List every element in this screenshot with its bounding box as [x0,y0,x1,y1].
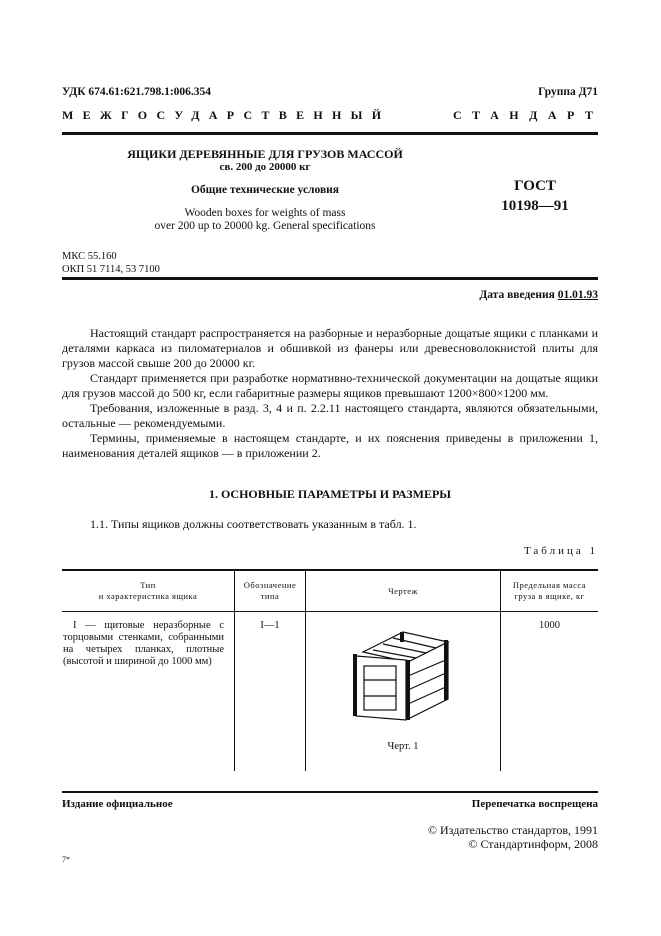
wooden-box-drawing [348,624,458,724]
header-designation: Обозначение типа [235,570,306,612]
cell-designation: I—1 [235,612,306,772]
header-rule [62,132,598,135]
cell-drawing [306,612,501,772]
title-line-1: ЯЩИКИ ДЕРЕВЯННЫЕ ДЛЯ ГРУЗОВ МАССОЙ [127,147,403,161]
title-line-2: св. 200 до 20000 кг [219,161,311,173]
page-mark: 7* [62,855,70,864]
gost-label: ГОСТ [514,178,556,194]
header-max-mass: Предельная масса груза в ящике, кг [501,570,599,612]
copyright-line-1: © Издательство стандартов, 1991 [427,823,598,837]
gost-number: 10198—91 [501,198,569,214]
date-label: Дата введения [479,289,555,301]
mks-code: МКС 55.160 [62,251,117,262]
reprint-note: Перепечатка воспрещена [471,798,598,810]
okp-code: ОКП 51 7114, 53 7100 [62,264,160,275]
subtitle: Общие технические условия [190,184,340,196]
header-type: Тип и характеристика ящика [62,570,235,612]
footer-rule [62,791,598,793]
paragraph: Настоящий стандарт распространяется на разборные и неразборные дощатые ящики с планками и деталями каркаса из пиломатериалов и обшивкой из фанеры или древесноволокнистой плиты для грузов массой свыше 200 до 20000 кг. [62,326,598,370]
gost-designation [490,176,580,216]
copyright [428,823,598,851]
header-drawing: Чертеж [306,570,501,612]
table-header-row [62,570,598,612]
title-ru [100,148,430,174]
title-en-line-2: over 200 up to 20000 kg. General specifications [154,220,376,232]
codes-rule [62,277,598,280]
copyright-line-2: © Стандартинформ, 2008 [468,837,598,851]
classification-codes [62,250,160,276]
clause-1-1: 1.1. Типы ящиков должны соответствовать указанным в табл. 1. [90,517,417,531]
type-description: I — щитовые неразборные с торцовыми стенками, собранными на четырех планках, плотные (высотой и шириной до 1000 мм) [63,620,224,667]
types-table [62,569,598,771]
date-value: 01.01.93 [557,289,598,301]
title-en-line-1: Wooden boxes for weights of mass [184,207,346,219]
table-row [62,612,598,772]
cell-type [62,612,235,772]
edition-note: Издание официальное [62,798,173,810]
table-caption: Таблица 1 [523,545,598,557]
intro-text [62,326,598,461]
title-en [100,207,430,233]
section-heading: 1. ОСНОВНЫЕ ПАРАМЕТРЫ И РАЗМЕРЫ [208,487,452,501]
standard-word-2: СТАНДАРТ [453,108,604,122]
paragraph: Стандарт применяется при разработке нормативно-технической документации на дощатые ящики для грузов массой до 500 кг, если габаритные размеры ящиков превышают 1200×800×1200 мм. [62,371,598,400]
paragraph: Требования, изложенные в разд. 3, 4 и п. 2.2.11 настоящего стандарта, являются обязательными, остальные — рекомендуемыми. [62,401,598,430]
standard-word-1: МЕЖГОСУДАРСТВЕННЫЙ [62,108,391,122]
group-code: Группа Д71 [538,86,598,98]
paragraph: Термины, применяемые в настоящем стандарте, и их пояснения приведены в приложении 1, наименования деталей ящиков — в приложении 2. [62,431,598,460]
introduction-date [479,289,598,301]
udk-code: УДК 674.61:621.798.1:006.354 [62,86,212,98]
cell-max-mass: 1000 [501,612,599,772]
drawing-caption: Черт. 1 [387,741,419,752]
